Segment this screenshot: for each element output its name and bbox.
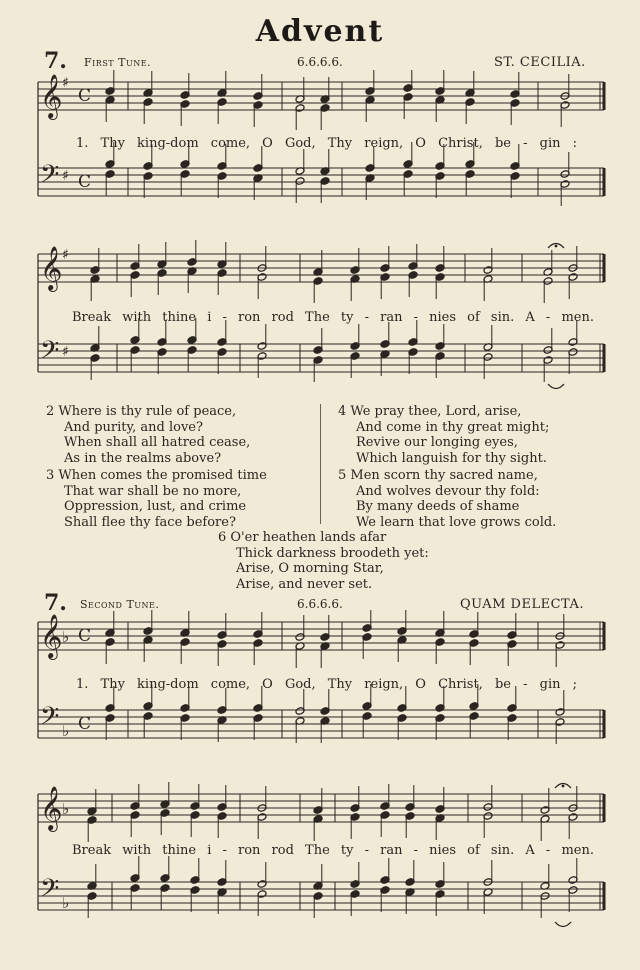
page-title: Advent (255, 14, 385, 49)
svg-text:♭: ♭ (62, 628, 70, 646)
lyric-line: 1. Thy king-dom come, O God, Thy reign, O Christ, be - gin ; (76, 677, 577, 692)
svg-text:𝄢: 𝄢 (40, 874, 60, 909)
svg-text:♭: ♭ (62, 894, 70, 912)
svg-text:𝄞: 𝄞 (40, 786, 63, 830)
svg-text:𝄢: 𝄢 (40, 160, 60, 195)
verse-2: 2 Where is thy rule of peace, And purity, and love? When shall all hatred cease, As in the realms above? (46, 404, 251, 466)
svg-text:𝄢: 𝄢 (40, 336, 60, 371)
svg-text:♭: ♭ (62, 722, 70, 740)
svg-text:♯: ♯ (62, 168, 69, 184)
lyric-line: 1. Thy king-dom come, O God, Thy reign, O Christ, be - gin : (76, 136, 577, 151)
svg-text:𝄞: 𝄞 (40, 74, 63, 118)
tune-label: First Tune. (84, 56, 152, 69)
verse-3: 3 When comes the promised time That war shall be no more, Oppression, lust, and crime Shall flee thy face before? (46, 468, 267, 530)
lyric-line: Break with thine i - ron rod The ty - ran - nies of sin. A - men. (72, 310, 594, 325)
tune-name: ST. CECILIA. (494, 55, 586, 70)
tune-label: Second Tune. (80, 598, 160, 611)
svg-text:𝄞: 𝄞 (40, 614, 63, 658)
svg-text:𝄞: 𝄞 (40, 246, 63, 290)
svg-text:♯: ♯ (62, 75, 69, 91)
svg-text:C: C (78, 172, 92, 192)
meter: 6.6.6.6. (297, 55, 343, 69)
verse-divider (320, 404, 321, 524)
verse-4: 4 We pray thee, Lord, arise, And come in thy great might; Revive our longing eyes, Which languish for thy sight. (338, 404, 550, 466)
svg-text:C: C (78, 714, 92, 734)
meter: 6.6.6.6. (297, 597, 343, 611)
tune-name: QUAM DELECTA. (460, 597, 585, 612)
svg-text:C: C (78, 86, 92, 106)
lyric-line: Break with thine i - ron rod The ty - ran - nies of sin. A - men. (72, 843, 594, 858)
svg-text:C: C (78, 626, 92, 646)
hymn-number: 7. (44, 590, 67, 616)
music-system-4 (0, 780, 640, 950)
svg-text:♭: ♭ (62, 800, 70, 818)
svg-text:♯: ♯ (62, 344, 69, 360)
verse-6: 6 O'er heathen lands afar Thick darkness broodeth yet: Arise, O morning Star, Arise, and never set. (218, 530, 429, 592)
svg-text:♯: ♯ (62, 247, 69, 263)
svg-text:𝄢: 𝄢 (40, 702, 60, 737)
verse-5: 5 Men scorn thy sacred name, And wolves devour thy fold: By many deeds of shame We learn that love grows cold. (338, 468, 557, 530)
hymn-number: 7. (44, 48, 67, 74)
